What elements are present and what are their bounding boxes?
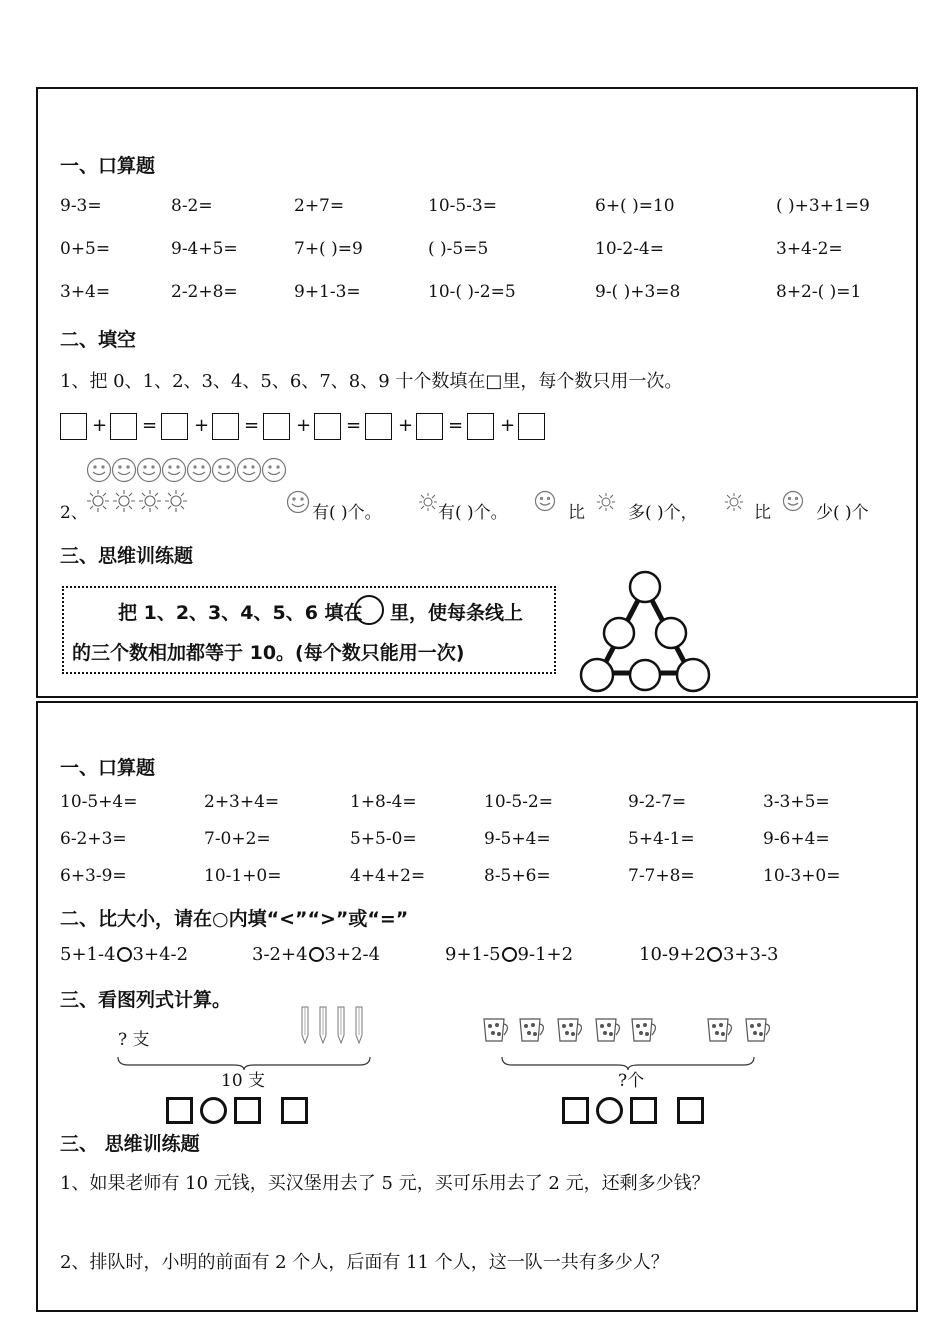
problem: 7-0+2=: [204, 829, 271, 849]
section-title-thinking: 三、 思维训练题: [60, 1133, 200, 1155]
problem: ( )-5=5: [428, 239, 489, 259]
problem: 9-2-7=: [628, 792, 687, 812]
answer-box[interactable]: [234, 1097, 261, 1124]
section-title-fill: 二、填空: [60, 329, 137, 351]
sun-icon: [113, 490, 135, 512]
worksheet-panel-2: [36, 701, 918, 1312]
answer-box[interactable]: [263, 413, 290, 440]
problem: 7-7+8=: [628, 866, 695, 886]
operator-circle[interactable]: [200, 1097, 227, 1124]
problem: 8-2=: [171, 196, 213, 216]
thinking-question-2: 2、排队时，小明的前面有 2 个人，后面有 11 个人，这一队一共有多少人？: [60, 1252, 669, 1273]
smiley-icon: [782, 490, 804, 512]
sun-icon: [724, 492, 744, 512]
puzzle-text: 把 1、2、3、4、5、6 填在: [118, 602, 363, 624]
smiley-icon: [113, 459, 136, 482]
compare-item: [445, 944, 573, 965]
triangle-circle: [656, 618, 686, 648]
section-title-compare: 二、比大小，请在○内填“<”“>”或“=”: [60, 908, 409, 930]
problem: 9-5+4=: [484, 829, 551, 849]
problem: 9+1-3=: [294, 282, 361, 302]
problem: 3+4=: [60, 282, 111, 302]
compare-right: 3+3-3: [722, 944, 779, 965]
problem: 9-3=: [60, 196, 102, 216]
fill-question-2-text: 比: [754, 503, 771, 523]
fill-question-2-text: 少( )个: [816, 503, 869, 523]
compare-right: 3+2-4: [324, 944, 381, 965]
triangle-diagram: [578, 569, 712, 693]
plus-sign: +: [500, 415, 516, 436]
cup-icon: [596, 1019, 620, 1041]
answer-box[interactable]: [467, 413, 494, 440]
problem: 7+( )=9: [294, 239, 363, 259]
smiley-icon: [138, 459, 161, 482]
equals-sign: =: [346, 415, 362, 436]
fill-question-2-text: 有( )个。: [312, 503, 382, 523]
fill-question-2-text: 有( )个。: [438, 503, 508, 523]
sun-icon: [596, 492, 616, 512]
problem: 9-4+5=: [171, 239, 238, 259]
problem: 10-5+4=: [60, 792, 138, 812]
problem: 10-2-4=: [595, 239, 664, 259]
thinking-question-1: 1、如果老师有 10 元钱，买汉堡用去了 5 元，买可乐用去了 2 元，还剩多少钱？: [60, 1173, 710, 1194]
answer-box[interactable]: [281, 1097, 308, 1124]
smiley-icon: [163, 459, 186, 482]
problem: 3+4-2=: [776, 239, 843, 259]
equals-sign: =: [448, 415, 464, 436]
pencil-icon: [320, 1007, 326, 1043]
equals-sign: =: [244, 415, 260, 436]
compare-left: 10-9+2: [639, 944, 706, 965]
circle-placeholder-icon: [354, 595, 384, 625]
puzzle-text: 里，使每条线上: [390, 602, 524, 624]
pencil-total-label: 10 支: [221, 1071, 266, 1091]
smiley-icon: [286, 490, 310, 514]
triangle-circle: [630, 572, 660, 602]
answer-box[interactable]: [166, 1097, 193, 1124]
problem: 8-5+6=: [484, 866, 551, 886]
problem: 10-( )-2=5: [428, 282, 516, 302]
problem: 1+8-4=: [350, 792, 417, 812]
smiley-icon: [188, 459, 211, 482]
smiley-icon: [238, 459, 261, 482]
compare-circle[interactable]: [309, 947, 324, 962]
problem: 10-3+0=: [763, 866, 841, 886]
compare-item: [639, 944, 779, 965]
compare-item: [252, 944, 380, 965]
problem: 9-( )+3=8: [595, 282, 681, 302]
problem: 10-5-2=: [484, 792, 553, 812]
plus-sign: +: [296, 415, 312, 436]
cup-icon: [746, 1019, 770, 1041]
worksheet-panel-1: [36, 87, 918, 698]
operator-circle[interactable]: [596, 1097, 623, 1124]
smiley-icon: [534, 490, 556, 512]
problem: ( )+3+1=9: [776, 196, 870, 216]
problem: 5+5-0=: [350, 829, 417, 849]
compare-left: 3-2+4: [252, 944, 308, 965]
smiley-icon-row: [86, 457, 291, 483]
answer-box[interactable]: [161, 413, 188, 440]
compare-circle[interactable]: [502, 947, 517, 962]
plus-sign: +: [194, 415, 210, 436]
problem: 2+3+4=: [204, 792, 280, 812]
cup-icon-row: [480, 1011, 780, 1045]
cup-icon: [520, 1019, 544, 1041]
cup-icon: [484, 1019, 508, 1041]
cup-icon: [632, 1019, 656, 1041]
sun-icon-row: [86, 489, 188, 515]
section-title-oral: 一、口算题: [60, 757, 156, 779]
triangle-circle: [630, 660, 660, 690]
section-title-thinking: 三、思维训练题: [60, 545, 194, 567]
triangle-circle: [581, 659, 613, 691]
section-title-oral: 一、口算题: [60, 155, 156, 177]
smiley-icon: [263, 459, 286, 482]
answer-box[interactable]: [630, 1097, 657, 1124]
pencil-icon: [302, 1007, 308, 1043]
smiley-icon: [88, 459, 111, 482]
compare-right: 9-1+2: [517, 944, 574, 965]
problem: 10-5-3=: [428, 196, 497, 216]
answer-box[interactable]: [60, 413, 87, 440]
triangle-circle: [677, 659, 709, 691]
compare-item: [60, 944, 188, 965]
sun-icon: [87, 490, 109, 512]
problem: 3-3+5=: [763, 792, 830, 812]
problem: 6-2+3=: [60, 829, 127, 849]
problem: 9-6+4=: [763, 829, 830, 849]
compare-left: 9+1-5: [445, 944, 501, 965]
compare-right: 3+4-2: [132, 944, 189, 965]
answer-box[interactable]: [416, 413, 443, 440]
compare-circle[interactable]: [707, 947, 722, 962]
problem: 5+4-1=: [628, 829, 695, 849]
problem: 8+2-( )=1: [776, 282, 862, 302]
cup-icon: [708, 1019, 732, 1041]
problem: 0+5=: [60, 239, 111, 259]
answer-box[interactable]: [677, 1097, 704, 1124]
puzzle-instruction-box: [62, 586, 556, 674]
pencil-question-label: ? 支: [118, 1030, 150, 1050]
answer-box[interactable]: [365, 413, 392, 440]
compare-circle[interactable]: [117, 947, 132, 962]
sun-icon: [165, 490, 187, 512]
problem: 6+3-9=: [60, 866, 127, 886]
problem: 2+7=: [294, 196, 345, 216]
section-title-picture: 三、看图列式计算。: [60, 989, 232, 1011]
compare-left: 5+1-4: [60, 944, 116, 965]
problem: 6+( )=10: [595, 196, 675, 216]
answer-box[interactable]: [110, 413, 137, 440]
cup-icon: [558, 1019, 582, 1041]
pencil-icon-row: [300, 1003, 370, 1047]
fill-question-2-text: 多( )个，: [628, 503, 698, 523]
puzzle-text: 的三个数相加都等于 10。(每个数只能用一次): [72, 642, 465, 664]
equals-sign: =: [142, 415, 158, 436]
problem: 10-1+0=: [204, 866, 282, 886]
fill-question-2-number: 2、: [60, 503, 88, 523]
answer-box[interactable]: [518, 413, 545, 440]
fill-question-1: 1、把 0、1、2、3、4、5、6、7、8、9 十个数填在□里，每个数只用一次。: [60, 371, 683, 392]
fill-question-2-text: 比: [568, 503, 585, 523]
plus-sign: +: [92, 415, 108, 436]
plus-sign: +: [398, 415, 414, 436]
smiley-icon: [213, 459, 236, 482]
sun-icon: [418, 492, 438, 512]
problem: 2-2+8=: [171, 282, 238, 302]
pencil-icon: [338, 1007, 344, 1043]
sun-icon: [139, 490, 161, 512]
answer-box[interactable]: [314, 413, 341, 440]
answer-box[interactable]: [562, 1097, 589, 1124]
triangle-circle: [604, 618, 634, 648]
pencil-icon: [356, 1007, 362, 1043]
problem: 4+4+2=: [350, 866, 426, 886]
cup-total-label: ?个: [618, 1071, 645, 1091]
answer-box[interactable]: [212, 413, 239, 440]
